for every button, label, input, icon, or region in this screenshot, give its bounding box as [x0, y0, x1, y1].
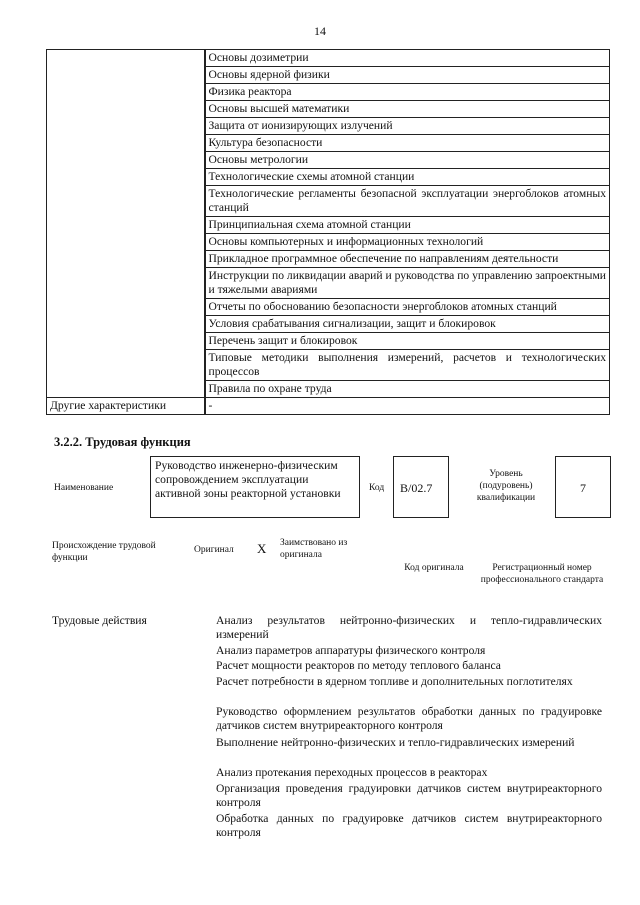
original-mark: X	[257, 541, 267, 556]
knowledge-item: Перечень защит и блокировок	[205, 333, 610, 350]
knowledge-table	[46, 49, 610, 415]
knowledge-item: Основы метрологии	[205, 152, 610, 169]
labor-action-item: Расчет мощности реакторов по методу теплового баланса	[216, 659, 501, 672]
knowledge-item: Физика реактора	[205, 84, 610, 101]
labor-action-item: Расчет потребности в ядерном топливе и дополнительных поглотителях	[216, 675, 573, 688]
knowledge-item: Основы высшей математики	[205, 101, 610, 118]
knowledge-item: Технологические регламенты безопасной эксплуатации энергоблоков атомных станций	[205, 186, 610, 217]
labor-action-item: Анализ протекания переходных процессов в реакторах	[216, 766, 488, 779]
labor-actions-label: Трудовые действия	[52, 614, 147, 627]
labor-action-item: Руководство оформлением результатов обработки данных по градуировке датчиков систем внутриреакторного контроля	[216, 705, 602, 732]
registration-number-label: Регистрационный номер профессионального стандарта	[480, 563, 604, 585]
name-label: Наименование	[54, 483, 114, 493]
table-row	[47, 50, 610, 67]
original-label: Оригинал	[194, 545, 234, 555]
labor-action-item: Анализ результатов нейтронно-физических и тепло-гидравлических измерений	[216, 614, 602, 641]
table-row	[47, 398, 610, 415]
other-characteristics-label: Другие характеристики	[47, 398, 205, 415]
code-label: Код	[369, 483, 385, 493]
section-heading: 3.2.2. Трудовая функция	[54, 435, 191, 449]
knowledge-item: Типовые методики выполнения измерений, расчетов и технологических процессов	[205, 350, 610, 381]
knowledge-item: Принципиальная схема атомной станции	[205, 217, 610, 234]
knowledge-item: Условия срабатывания сигнализации, защит и блокировок	[205, 316, 610, 333]
knowledge-item: Отчеты по обоснованию безопасности энергоблоков атомных станций	[205, 299, 610, 316]
page-number: 14	[314, 24, 326, 38]
knowledge-item: Основы компьютерных и информационных технологий	[205, 234, 610, 251]
knowledge-item: Инструкции по ликвидации аварий и руководства по управлению запроектными и тяжелыми авариями	[205, 268, 610, 299]
origin-label: Происхождение трудовой функции	[52, 541, 156, 563]
borrowed-label: Заимствовано из оригинала	[280, 538, 348, 560]
knowledge-item: Защита от ионизирующих излучений	[205, 118, 610, 135]
knowledge-item: Правила по охране труда	[205, 381, 610, 398]
knowledge-item: Прикладное программное обеспечение по направлениям деятельности	[205, 251, 610, 268]
knowledge-label-cell	[47, 50, 205, 398]
knowledge-item: Культура безопасности	[205, 135, 610, 152]
labor-action-item: Организация проведения градуировки датчиков систем внутриреакторного контроля	[216, 782, 602, 809]
origin-code-label: Код оригинала	[404, 563, 464, 573]
qualification-level-label: Уровень (подуровень) квалификации	[476, 469, 536, 503]
function-name-box: Руководство инженерно-физическим сопровождением эксплуатации активной зоны реакторной установки	[150, 456, 360, 518]
knowledge-item: Технологические схемы атомной станции	[205, 169, 610, 186]
labor-action-item: Обработка данных по градуировке датчиков систем внутриреакторного контроля	[216, 812, 602, 839]
labor-action-item: Выполнение нейтронно-физических и тепло-гидравлических измерений	[216, 736, 575, 749]
other-characteristics-value: -	[205, 398, 610, 415]
labor-action-item: Анализ параметров аппаратуры физического контроля	[216, 644, 486, 657]
knowledge-item: Основы дозиметрии	[205, 50, 610, 67]
function-code-box: B/02.7	[393, 456, 449, 518]
knowledge-item: Основы ядерной физики	[205, 67, 610, 84]
qualification-level-box: 7	[555, 456, 611, 518]
